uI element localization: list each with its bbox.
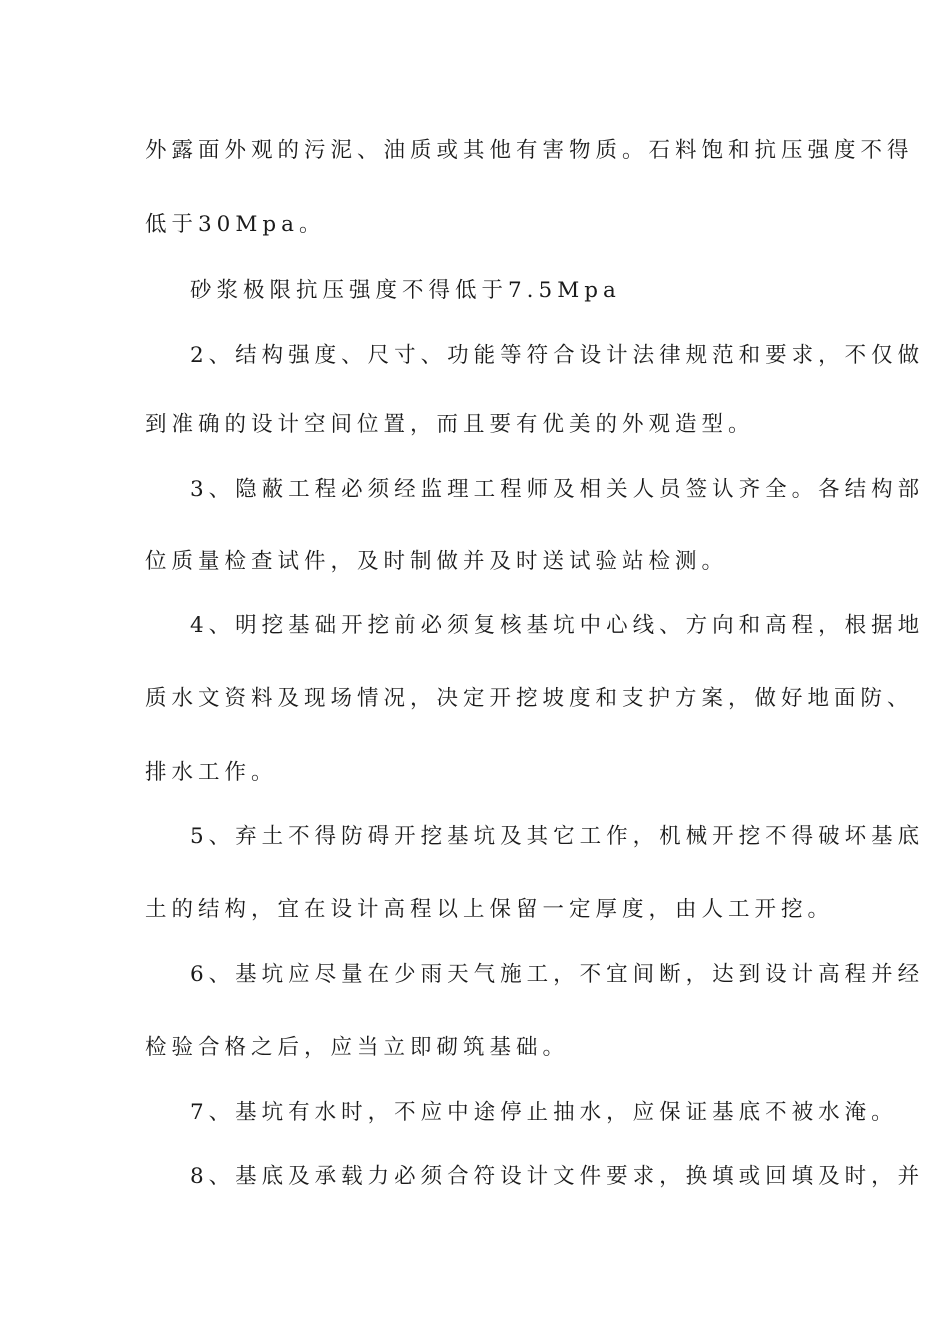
paragraph-line: 3、隐蔽工程必须经监理工程师及相关人员签认齐全。各结构部 xyxy=(190,477,925,502)
paragraph-line: 7、基坑有水时，不应中途停止抽水，应保证基底不被水淹。 xyxy=(190,1100,898,1125)
paragraph-line: 2、结构强度、尺寸、功能等符合设计法律规范和要求，不仅做 xyxy=(190,343,925,368)
paragraph-line: 土的结构，宜在设计高程以上保留一定厚度，由人工开挖。 xyxy=(145,897,835,922)
paragraph-line: 检验合格之后，应当立即砌筑基础。 xyxy=(145,1035,570,1060)
paragraph-line: 质水文资料及现场情况，决定开挖坡度和支护方案，做好地面防、 xyxy=(145,686,914,711)
paragraph-line: 6、基坑应尽量在少雨天气施工，不宜间断，达到设计高程并经 xyxy=(190,962,925,987)
paragraph-line: 低于30Mpa。 xyxy=(145,212,326,237)
paragraph-line: 8、基底及承载力必须合符设计文件要求，换填或回填及时，并 xyxy=(190,1164,925,1189)
paragraph-line: 位质量检查试件，及时制做并及时送试验站检测。 xyxy=(145,549,729,574)
paragraph-line: 到准确的设计空间位置，而且要有优美的外观造型。 xyxy=(145,412,755,437)
paragraph-line: 外露面外观的污泥、油质或其他有害物质。石料饱和抗压强度不得 xyxy=(145,138,914,163)
paragraph-line: 4、明挖基础开挖前必须复核基坑中心线、方向和高程，根据地 xyxy=(190,613,925,638)
paragraph-line: 5、弃土不得防碍开挖基坑及其它工作，机械开挖不得破坏基底 xyxy=(190,824,925,849)
paragraph-line: 砂浆极限抗压强度不得低于7.5Mpa xyxy=(190,278,621,303)
paragraph-line: 排水工作。 xyxy=(145,760,278,785)
